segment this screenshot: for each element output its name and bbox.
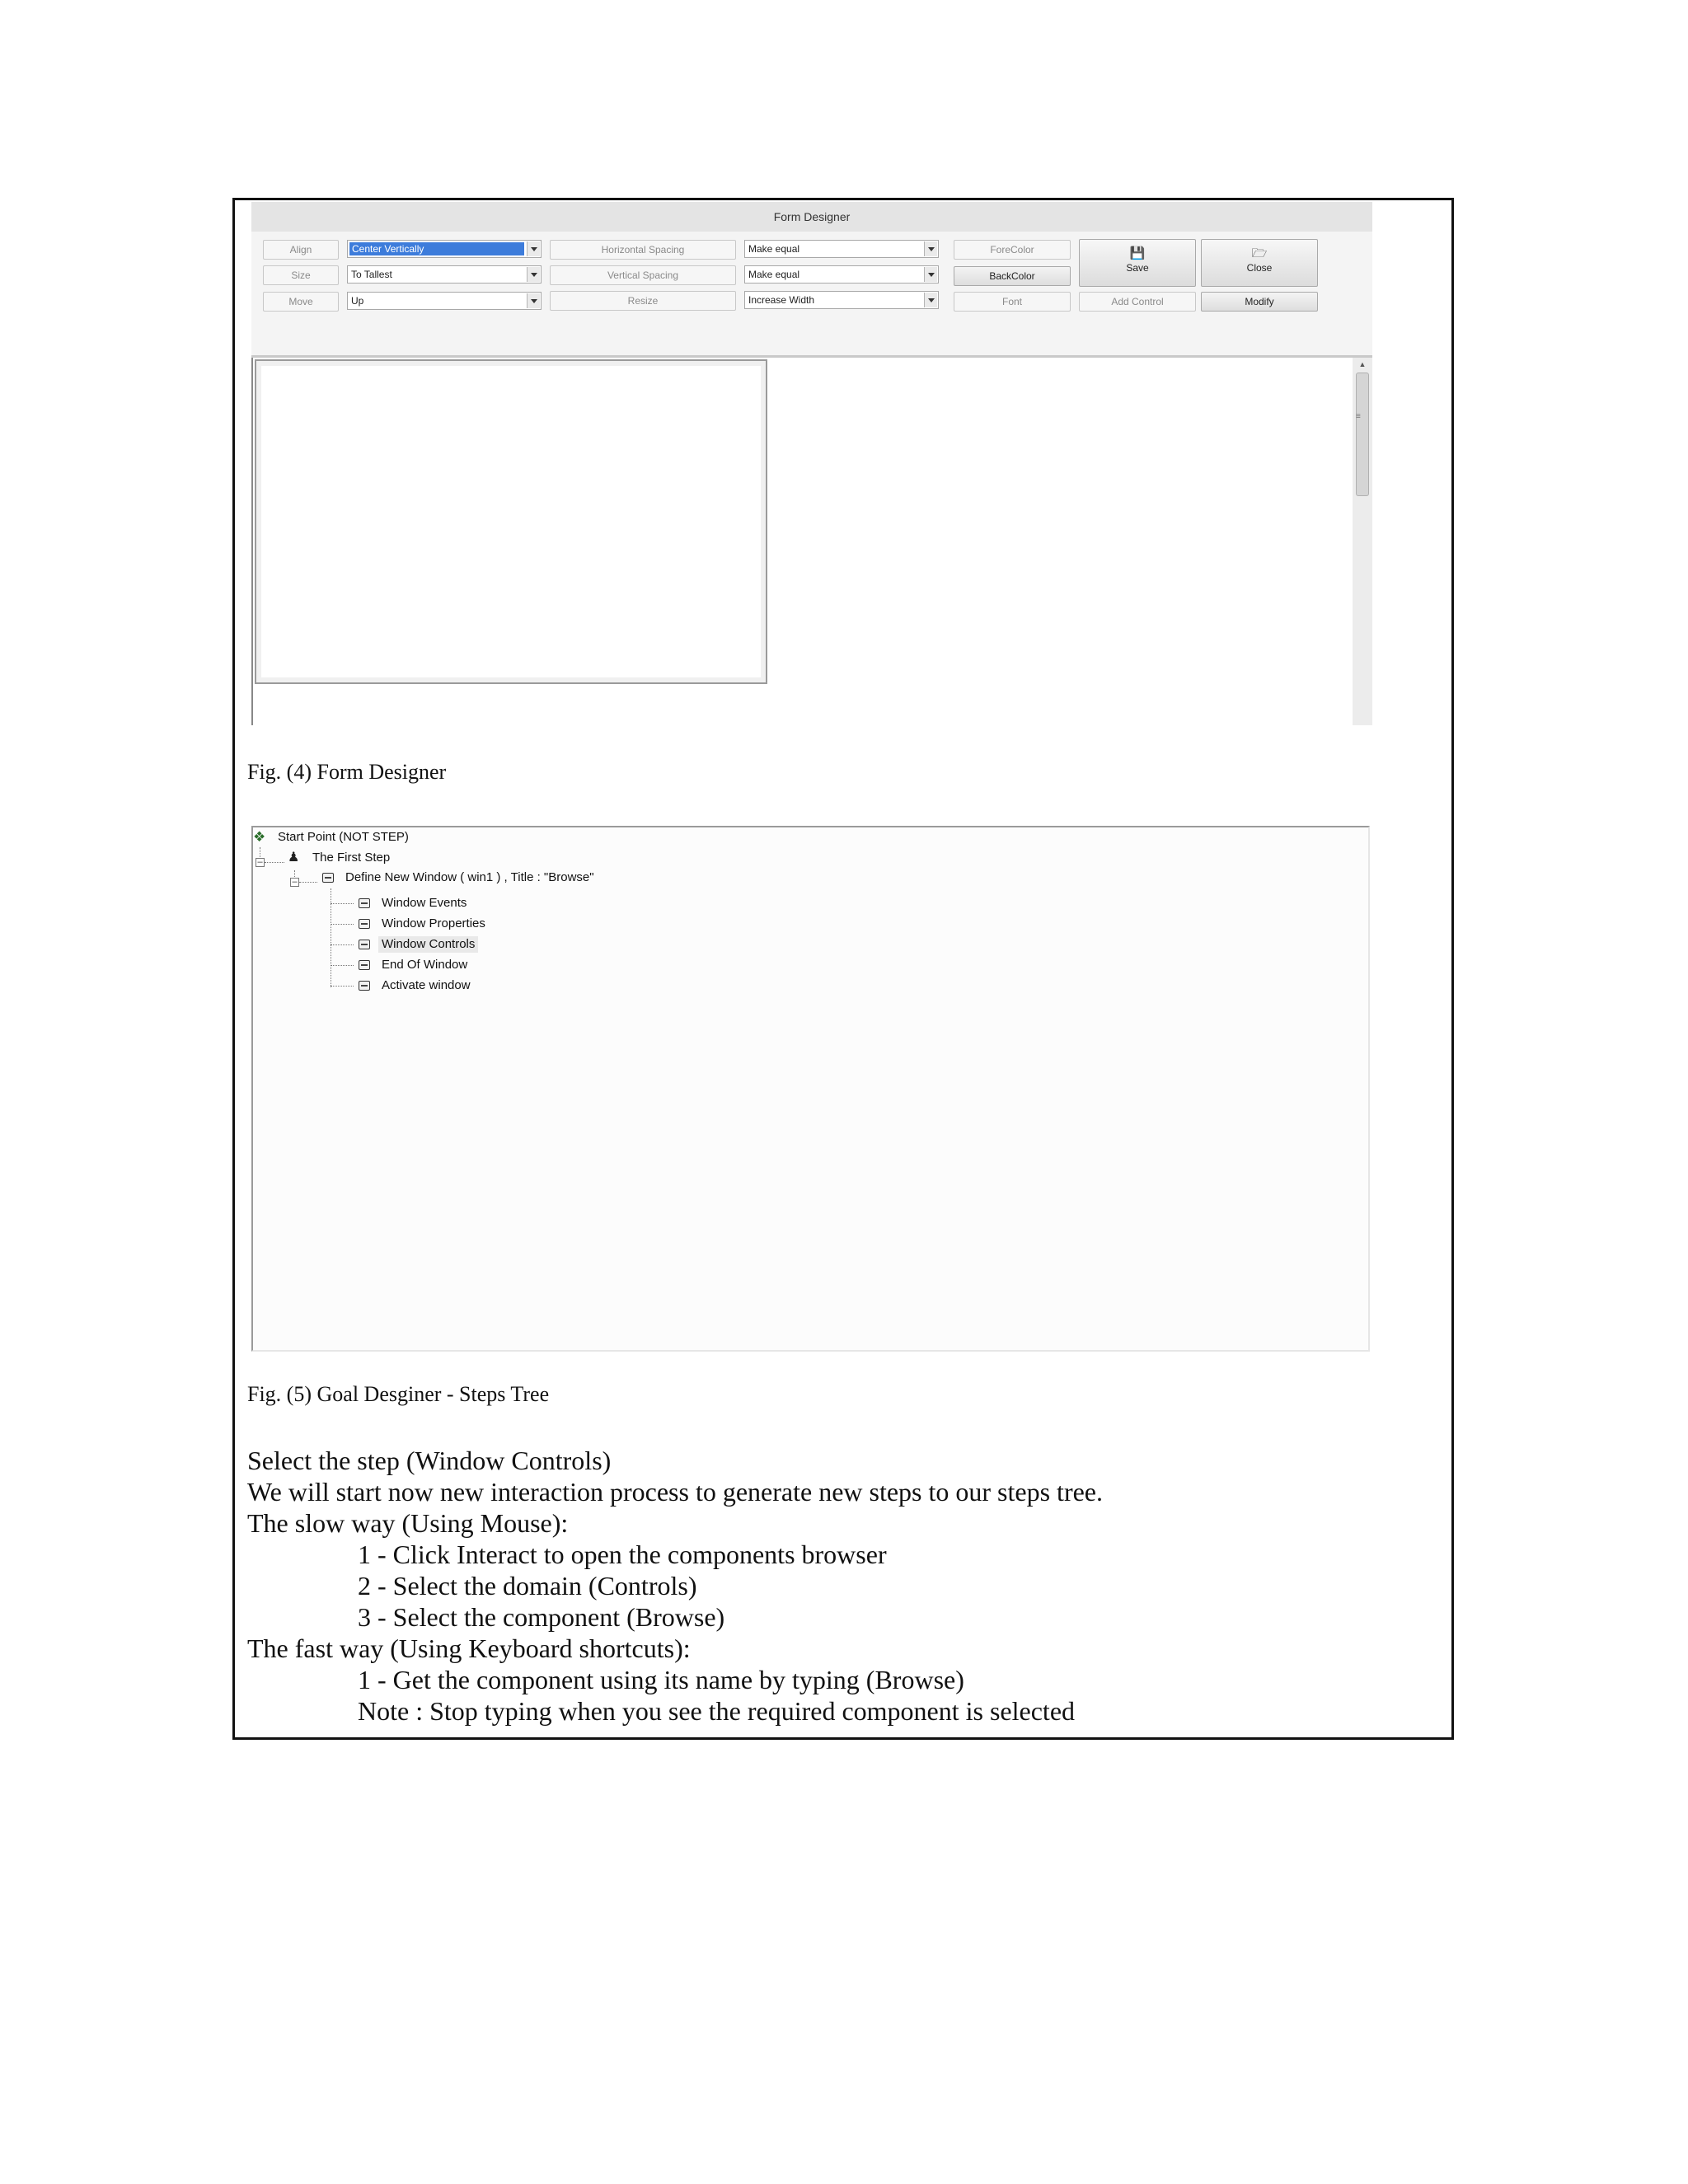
steps-tree[interactable] <box>251 826 1370 1352</box>
tree-node-window-properties[interactable]: Window Properties <box>382 916 485 930</box>
size-combo[interactable] <box>347 265 542 284</box>
start-point-icon: ❖ <box>253 829 266 845</box>
tree-connector <box>331 944 354 945</box>
close-button-label: Close <box>1246 262 1273 274</box>
form-designer-window <box>251 202 1372 725</box>
collapse-icon[interactable]: – <box>290 878 299 887</box>
scrollbar-thumb[interactable] <box>1356 373 1369 496</box>
window-icon <box>359 919 370 929</box>
resize-combo-value: Increase Width <box>748 294 815 306</box>
tree-node-window-events[interactable]: Window Events <box>382 896 467 910</box>
grip-icon: ≡ <box>1356 412 1361 421</box>
resize-button[interactable]: Resize <box>550 291 736 311</box>
window-icon <box>322 873 334 883</box>
backcolor-button[interactable]: BackColor <box>954 266 1071 286</box>
vertical-spacing-combo[interactable] <box>744 265 939 284</box>
window-icon <box>359 981 370 991</box>
forecolor-button[interactable]: ForeColor <box>954 240 1071 260</box>
tree-node-activate-window[interactable]: Activate window <box>382 978 471 992</box>
close-button[interactable] <box>1201 239 1318 287</box>
fast-way-heading: The fast way (Using Keyboard shortcuts): <box>247 1633 691 1663</box>
tree-node-end-of-window[interactable]: End Of Window <box>382 958 468 972</box>
resize-combo[interactable] <box>744 291 939 309</box>
align-combo-value: Center Vertically <box>349 242 524 255</box>
chevron-down-icon[interactable] <box>924 293 937 307</box>
tree-node-window-controls[interactable]: Window Controls <box>378 936 478 953</box>
chevron-down-icon[interactable] <box>527 267 540 282</box>
horizontal-spacing-combo[interactable] <box>744 240 939 258</box>
folder-close-icon: 🗁 <box>1251 246 1268 260</box>
figure-5-caption: Fig. (5) Goal Desginer - Steps Tree <box>247 1382 550 1406</box>
person-icon: ♟ <box>288 851 300 865</box>
slow-way-heading: The slow way (Using Mouse): <box>247 1508 569 1538</box>
chevron-down-icon[interactable] <box>527 241 540 256</box>
horizontal-spacing-button[interactable]: Horizontal Spacing <box>550 240 736 260</box>
horizontal-spacing-combo-value: Make equal <box>748 243 800 255</box>
vertical-scrollbar[interactable] <box>1353 358 1372 725</box>
tree-connector <box>331 986 354 987</box>
move-button[interactable]: Move <box>263 292 339 312</box>
tree-node-start-point[interactable]: Start Point (NOT STEP) <box>278 830 409 844</box>
chevron-down-icon[interactable] <box>527 293 540 308</box>
save-button[interactable] <box>1079 239 1196 287</box>
window-icon <box>359 960 370 970</box>
tree-connector <box>331 965 354 966</box>
slow-way-step: 1 - Click Interact to open the components browser <box>358 1540 887 1569</box>
chevron-down-icon[interactable] <box>924 241 937 256</box>
form-designer-title: Form Designer <box>251 202 1372 232</box>
move-combo[interactable] <box>347 292 542 310</box>
tree-connector <box>331 903 354 904</box>
window-icon <box>359 940 370 949</box>
add-control-button[interactable]: Add Control <box>1079 292 1196 312</box>
instruction-line: We will start now new interaction process to generate new steps to our steps tree. <box>247 1477 1103 1507</box>
form-designer-toolbar <box>251 232 1372 358</box>
align-button[interactable]: Align <box>263 240 339 260</box>
floppy-disk-icon: 💾 <box>1129 246 1146 260</box>
scroll-up-icon[interactable]: ▲ <box>1358 360 1367 368</box>
tree-node-first-step[interactable]: The First Step <box>312 851 391 865</box>
tree-connector <box>299 882 317 883</box>
font-button[interactable]: Font <box>954 292 1071 312</box>
chevron-down-icon[interactable] <box>924 267 937 282</box>
slow-way-step: 3 - Select the component (Browse) <box>358 1602 725 1632</box>
window-icon <box>359 898 370 908</box>
size-button[interactable]: Size <box>263 265 339 285</box>
tree-connector <box>265 862 284 863</box>
move-combo-value: Up <box>351 295 364 307</box>
designed-form-window[interactable] <box>255 359 767 684</box>
tree-node-define-window[interactable]: Define New Window ( win1 ) , Title : "Browse" <box>345 870 594 884</box>
align-combo[interactable] <box>347 240 542 258</box>
fast-way-step: 1 - Get the component using its name by typing (Browse) <box>358 1665 964 1694</box>
vertical-spacing-button[interactable]: Vertical Spacing <box>550 265 736 285</box>
tree-connector <box>331 924 354 925</box>
instruction-line: Select the step (Window Controls) <box>247 1446 612 1475</box>
note-line: Note : Stop typing when you see the required component is selected <box>358 1696 1076 1726</box>
modify-button[interactable]: Modify <box>1201 292 1318 312</box>
slow-way-step: 2 - Select the domain (Controls) <box>358 1571 697 1601</box>
save-button-label: Save <box>1126 262 1149 274</box>
design-canvas[interactable] <box>251 358 1354 725</box>
vertical-spacing-combo-value: Make equal <box>748 269 800 280</box>
collapse-icon[interactable]: – <box>256 858 265 867</box>
figure-4-caption: Fig. (4) Form Designer <box>247 760 447 784</box>
size-combo-value: To Tallest <box>351 269 392 280</box>
